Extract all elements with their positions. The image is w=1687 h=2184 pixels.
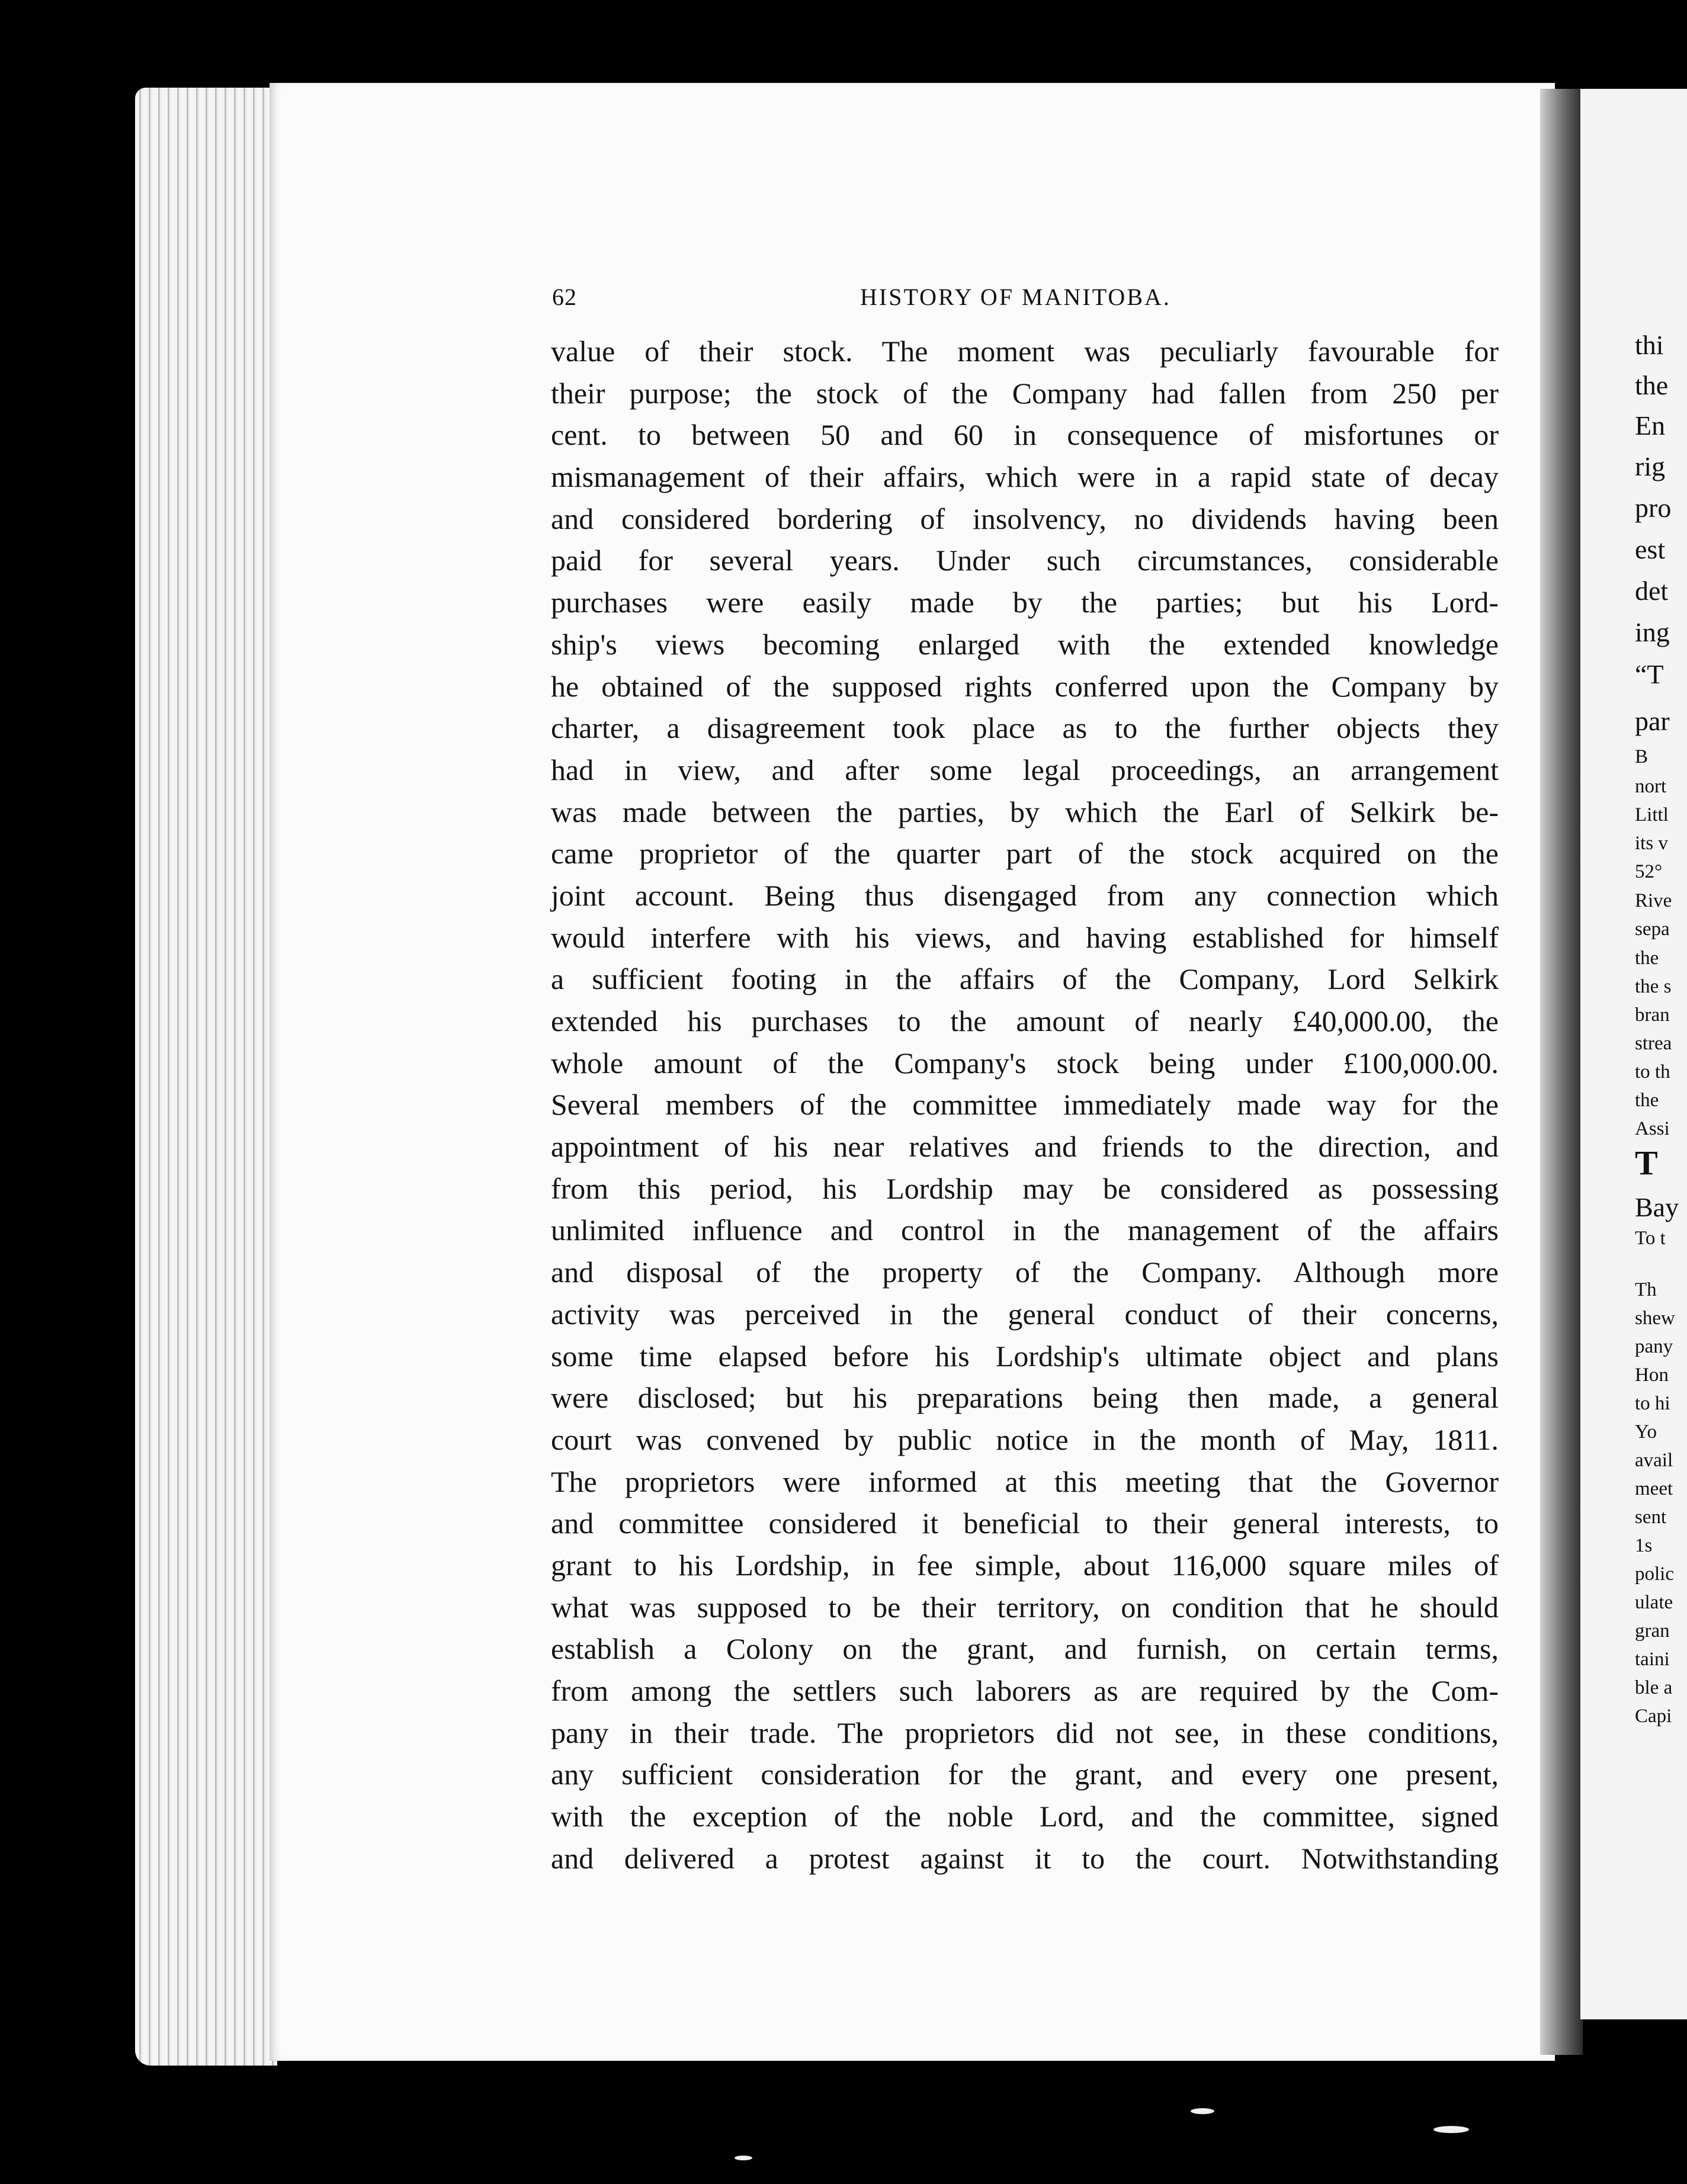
facing-page-text: par (1635, 706, 1670, 736)
text-line: mismanagement of their affairs, which were in a rapid state of decay (551, 460, 1499, 494)
text-line: unlimited influence and control in the management of the affairs (551, 1213, 1499, 1247)
facing-page-text: gran (1635, 1620, 1670, 1642)
facing-page-text: Capi (1635, 1706, 1672, 1727)
text-line: value of their stock. The moment was peculiarly favourable for (551, 335, 1499, 368)
facing-page-text: T (1635, 1144, 1658, 1182)
facing-page-text: Yo (1635, 1421, 1657, 1443)
text-line: with the exception of the noble Lord, and the committee, signed (551, 1800, 1499, 1833)
facing-page-text: sepa (1635, 918, 1670, 940)
facing-page-text: rig (1635, 451, 1666, 481)
paper-speck (735, 2156, 752, 2160)
facing-page-text: Th (1635, 1279, 1657, 1300)
text-line: was made between the parties, by which the Earl of Selkirk be- (551, 795, 1499, 828)
gutter-shadow (1540, 89, 1583, 2055)
facing-page-text: nort (1635, 776, 1667, 797)
facing-page-text: shew (1635, 1308, 1675, 1329)
text-line: joint account. Being thus disengaged from any connection which (551, 878, 1499, 912)
facing-page-text: Bay (1635, 1192, 1679, 1222)
facing-page-text: to th (1635, 1061, 1670, 1083)
page-header (552, 283, 1494, 319)
facing-page-text: “T (1635, 659, 1664, 689)
text-line: charter, a disagreement took place as to the further objects they (551, 711, 1499, 745)
facing-page-text: Hon (1635, 1364, 1669, 1386)
text-line: and committee considered it beneficial to their general interests, to (551, 1507, 1499, 1540)
text-line: pany in their trade. The proprietors did not see, in these conditions, (551, 1716, 1499, 1749)
facing-page-text: B (1635, 746, 1648, 767)
text-line: and disposal of the property of the Company. Although more (551, 1255, 1499, 1289)
text-line: cent. to between 50 and 60 in consequence of misfortunes or (551, 418, 1499, 452)
text-line: appointment of his near relatives and friends to the direction, and (551, 1130, 1499, 1164)
facing-page-text: polic (1635, 1563, 1674, 1585)
text-line: ship's views becoming enlarged with the extended knowledge (551, 627, 1499, 661)
facing-page-text: the (1635, 1090, 1659, 1111)
text-line: extended his purchases to the amount of nearly £40,000.00, the (551, 1004, 1499, 1038)
facing-page-text: strea (1635, 1033, 1672, 1054)
facing-page-text: Assi (1635, 1118, 1670, 1139)
facing-page-fragment (1580, 89, 1687, 2019)
text-line: grant to his Lordship, in fee simple, about 116,000 square miles of (551, 1548, 1499, 1582)
facing-page-text: its v (1635, 833, 1668, 854)
running-head: HISTORY OF MANITOBA. (860, 284, 1171, 310)
facing-page-text: 1s (1635, 1535, 1653, 1556)
facing-page-text: the (1635, 370, 1669, 400)
text-line: any sufficient consideration for the grant, and every one present, (551, 1758, 1499, 1791)
facing-page-text: ing (1635, 617, 1670, 647)
body-text (551, 330, 1499, 1879)
page-number: 62 (552, 284, 577, 310)
text-line: purchases were easily made by the parties; but his Lord- (551, 586, 1499, 619)
facing-page-text: det (1635, 576, 1669, 606)
paper-speck (1433, 2126, 1469, 2133)
text-line: their purpose; the stock of the Company had fallen from 250 per (551, 376, 1499, 410)
text-line: Several members of the committee immediately made way for the (551, 1088, 1499, 1122)
text-line: would interfere with his views, and having established for himself (551, 920, 1499, 954)
text-line: a sufficient footing in the affairs of the Company, Lord Selkirk (551, 962, 1499, 996)
text-line: were disclosed; but his preparations being then made, a general (551, 1381, 1499, 1415)
facing-page-text: meet (1635, 1478, 1673, 1499)
text-line: he obtained of the supposed rights conferred upon the Company by (551, 669, 1499, 703)
facing-page-text: ble a (1635, 1677, 1673, 1698)
text-line: court was convened by public notice in the month of May, 1811. (551, 1422, 1499, 1456)
facing-page-text: avail (1635, 1450, 1673, 1471)
book-page-edges (135, 88, 277, 2066)
facing-page-text: sent (1635, 1507, 1667, 1528)
facing-page-text: thi (1635, 330, 1664, 360)
facing-page-text: 52° (1635, 861, 1663, 882)
text-line: establish a Colony on the grant, and furnish, on certain terms, (551, 1632, 1499, 1666)
text-line: from among the settlers such laborers as are required by the Com- (551, 1674, 1499, 1707)
facing-page-text: ulate (1635, 1592, 1673, 1613)
text-line: came proprietor of the quarter part of the stock acquired on the (551, 837, 1499, 871)
text-line: The proprietors were informed at this meeting that the Governor (551, 1464, 1499, 1498)
facing-page-text: est (1635, 534, 1666, 564)
facing-page-text: the s (1635, 976, 1672, 997)
text-line: and considered bordering of insolvency, no dividends having been (551, 502, 1499, 535)
facing-page-text: bran (1635, 1004, 1670, 1026)
text-line: from this period, his Lordship may be considered as possessing (551, 1171, 1499, 1205)
facing-page-text: taini (1635, 1649, 1670, 1670)
text-line: paid for several years. Under such circumstances, considerable (551, 544, 1499, 577)
paper-speck (1191, 2108, 1214, 2114)
facing-page-text: En (1635, 410, 1666, 441)
text-line: what was supposed to be their territory, on condition that he should (551, 1590, 1499, 1624)
facing-page-text: Littl (1635, 804, 1669, 826)
text-line: activity was perceived in the general conduct of their concerns, (551, 1297, 1499, 1331)
text-line: had in view, and after some legal proceedings, an arrangement (551, 753, 1499, 786)
facing-page-text: the (1635, 948, 1659, 969)
facing-page-text: to hi (1635, 1393, 1670, 1414)
text-line: some time elapsed before his Lordship's ultimate object and plans (551, 1339, 1499, 1373)
facing-page-text: pro (1635, 493, 1672, 523)
facing-page-text: pany (1635, 1336, 1673, 1357)
text-line: and delivered a protest against it to the court. Notwithstanding (551, 1841, 1499, 1875)
facing-page-text: To t (1635, 1228, 1666, 1249)
text-line: whole amount of the Company's stock being under £100,000.00. (551, 1046, 1499, 1080)
facing-page-text: Rive (1635, 890, 1672, 911)
